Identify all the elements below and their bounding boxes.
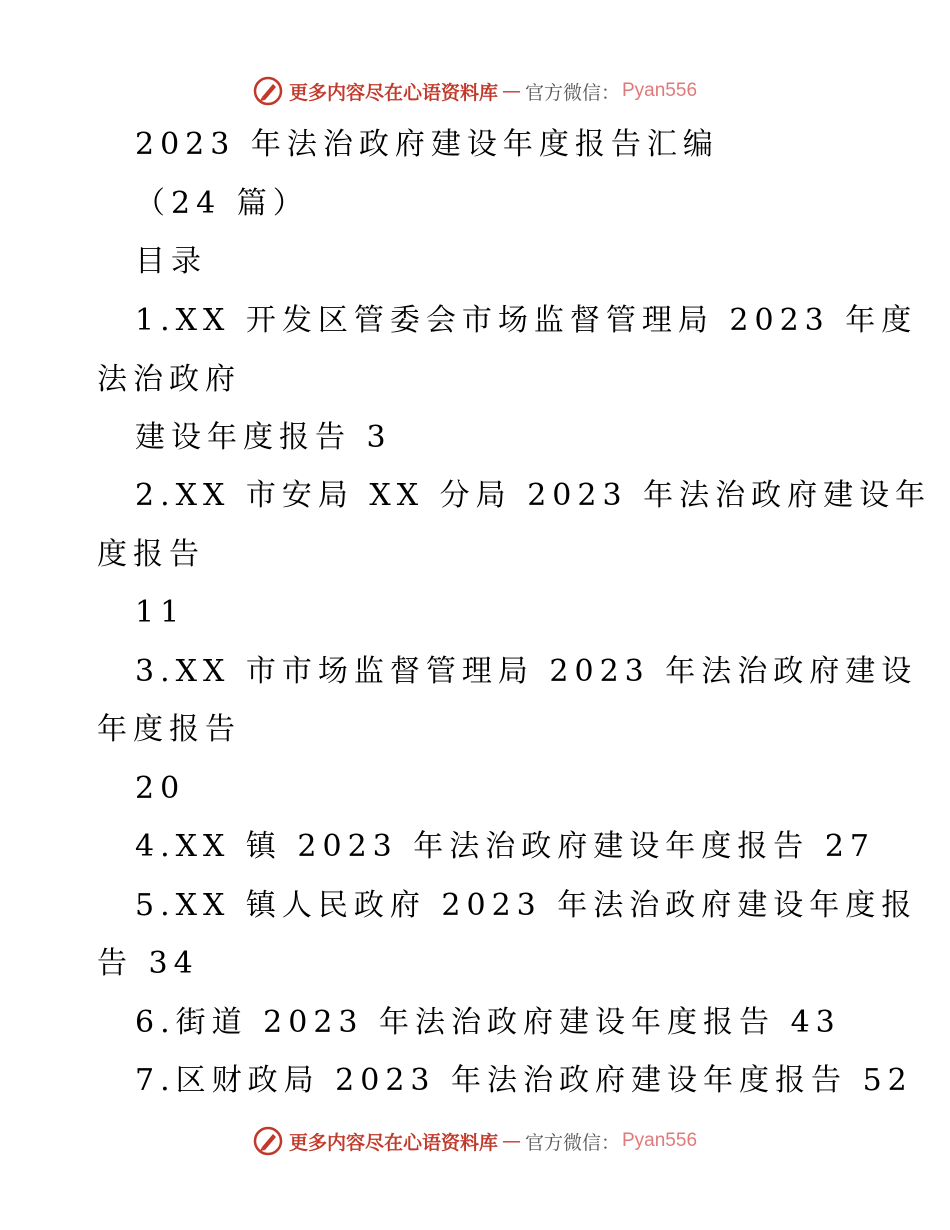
toc-line: 7.区财政局 2023 年法治政府建设年度报告 52 bbox=[135, 1063, 913, 1098]
watermark-dash: — bbox=[501, 80, 521, 102]
pen-logo-icon bbox=[253, 1126, 283, 1156]
toc-line: 1.XX 开发区管委会市场监督管理局 2023 年度 bbox=[135, 303, 918, 338]
toc-line: 度报告 bbox=[97, 537, 205, 572]
pen-logo-icon bbox=[253, 76, 283, 106]
toc-line: 4.XX 镇 2023 年法治政府建设年度报告 27 bbox=[135, 829, 876, 864]
toc-line: 法治政府 bbox=[97, 362, 241, 397]
toc-line: 3.XX 市市场监督管理局 2023 年法治政府建设 bbox=[135, 654, 918, 689]
watermark-wechat: 官方微信： bbox=[524, 81, 620, 104]
toc-line: 年度报告 bbox=[97, 712, 241, 747]
watermark-label: 更多内容尽在心语资料库 bbox=[288, 81, 498, 104]
toc-line: 2.XX 市安局 XX 分局 2023 年法治政府建设年 bbox=[135, 478, 932, 513]
watermark-dash: — bbox=[501, 1130, 521, 1152]
footer-watermark bbox=[0, 1121, 950, 1161]
document-title: 2023 年法治政府建设年度报告汇编 bbox=[135, 127, 719, 162]
watermark-id: Pyan556 bbox=[622, 1130, 698, 1151]
toc-line: 5.XX 镇人民政府 2023 年法治政府建设年度报 bbox=[135, 888, 918, 923]
watermark-label: 更多内容尽在心语资料库 bbox=[288, 1131, 498, 1154]
watermark-id: Pyan556 bbox=[622, 80, 698, 101]
document-subtitle: （24 篇） bbox=[135, 186, 309, 221]
toc-line: 20 bbox=[135, 771, 186, 806]
toc-line: 建设年度报告 3 bbox=[135, 420, 392, 455]
toc-line: 告 34 bbox=[97, 946, 199, 981]
watermark-wechat: 官方微信： bbox=[524, 1131, 620, 1154]
toc-heading: 目录 bbox=[135, 244, 207, 279]
header-watermark bbox=[0, 71, 950, 111]
toc-line: 6.街道 2023 年法治政府建设年度报告 43 bbox=[135, 1005, 841, 1040]
toc-line: 11 bbox=[135, 595, 186, 630]
